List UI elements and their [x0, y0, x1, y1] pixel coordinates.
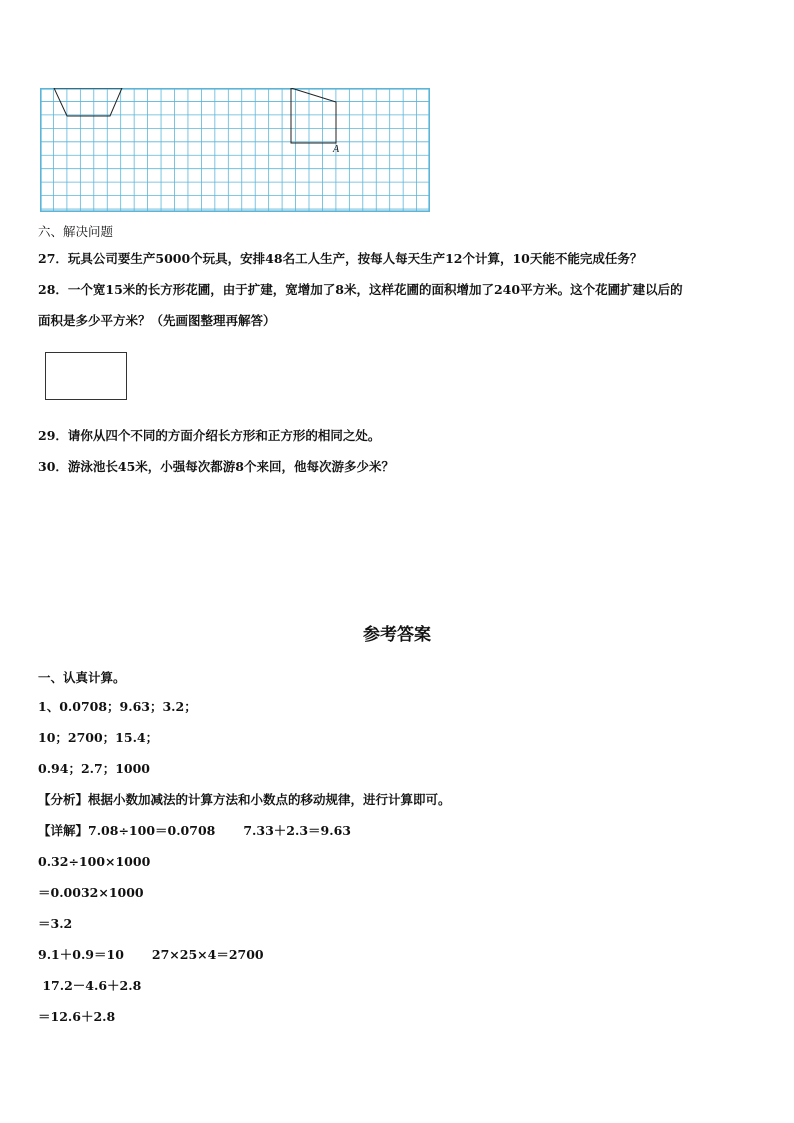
calc-line-6: ＝12.6＋2.8	[38, 1009, 116, 1024]
calc-line-1: 0.32÷100×1000	[38, 854, 151, 869]
grid-figure	[40, 88, 430, 212]
grid-border	[41, 89, 429, 211]
calc-line-2: ＝0.0032×1000	[38, 885, 144, 900]
point-a-label: A	[333, 144, 340, 155]
pentagon-shape	[291, 88, 336, 143]
calc-line-4	[38, 947, 264, 963]
section6-title: 六、解决问题	[38, 224, 114, 239]
question-30: 30．游泳池长45米，小强每次都游8个来回，他每次游多少米？	[38, 459, 394, 474]
question-28-line2: 面积是多少平方米？（先画图整理再解答）	[38, 313, 276, 328]
calc-4-part-a: 9.1＋0.9＝10	[38, 947, 124, 962]
detail-line	[38, 823, 351, 839]
question-28-line1: 28．一个宽15米的长方形花圃，由于扩建，宽增加了8米，这样花圃的面积增加了240平方米。这个花圃扩建以后的	[38, 282, 683, 297]
detail-part-b: 7.33＋2.3＝9.63	[243, 823, 351, 838]
answers-section1-title: 一、认真计算。	[38, 670, 126, 685]
calc-line-5: 17.2－4.6＋2.8	[38, 978, 142, 993]
drawing-rectangle	[45, 352, 127, 400]
calc-4-part-b: 27×25×4＝2700	[151, 947, 264, 962]
answer-1-line2: 10；2700；15.4；	[38, 730, 159, 745]
calc-line-3: ＝3.2	[38, 916, 73, 931]
question-29: 29．请你从四个不同的方面介绍长方形和正方形的相同之处。	[38, 428, 381, 443]
trapezoid-shape	[54, 88, 122, 116]
answer-1-line3: 0.94；2.7；1000	[38, 761, 150, 776]
analysis-text: 【分析】根据小数加减法的计算方法和小数点的移动规律，进行计算即可。	[38, 792, 451, 807]
grid-lines	[40, 88, 430, 212]
answer-1-line1: 1、0.0708；9.63；3.2；	[38, 699, 197, 714]
answers-title: 参考答案	[363, 625, 431, 645]
question-27: 27．玩具公司要生产5000个玩具，安排48名工人生产，按每人每天生产12个计算，10天能不能完成任务？	[38, 251, 643, 266]
detail-part-a: 【详解】7.08÷100＝0.0708	[38, 823, 216, 838]
